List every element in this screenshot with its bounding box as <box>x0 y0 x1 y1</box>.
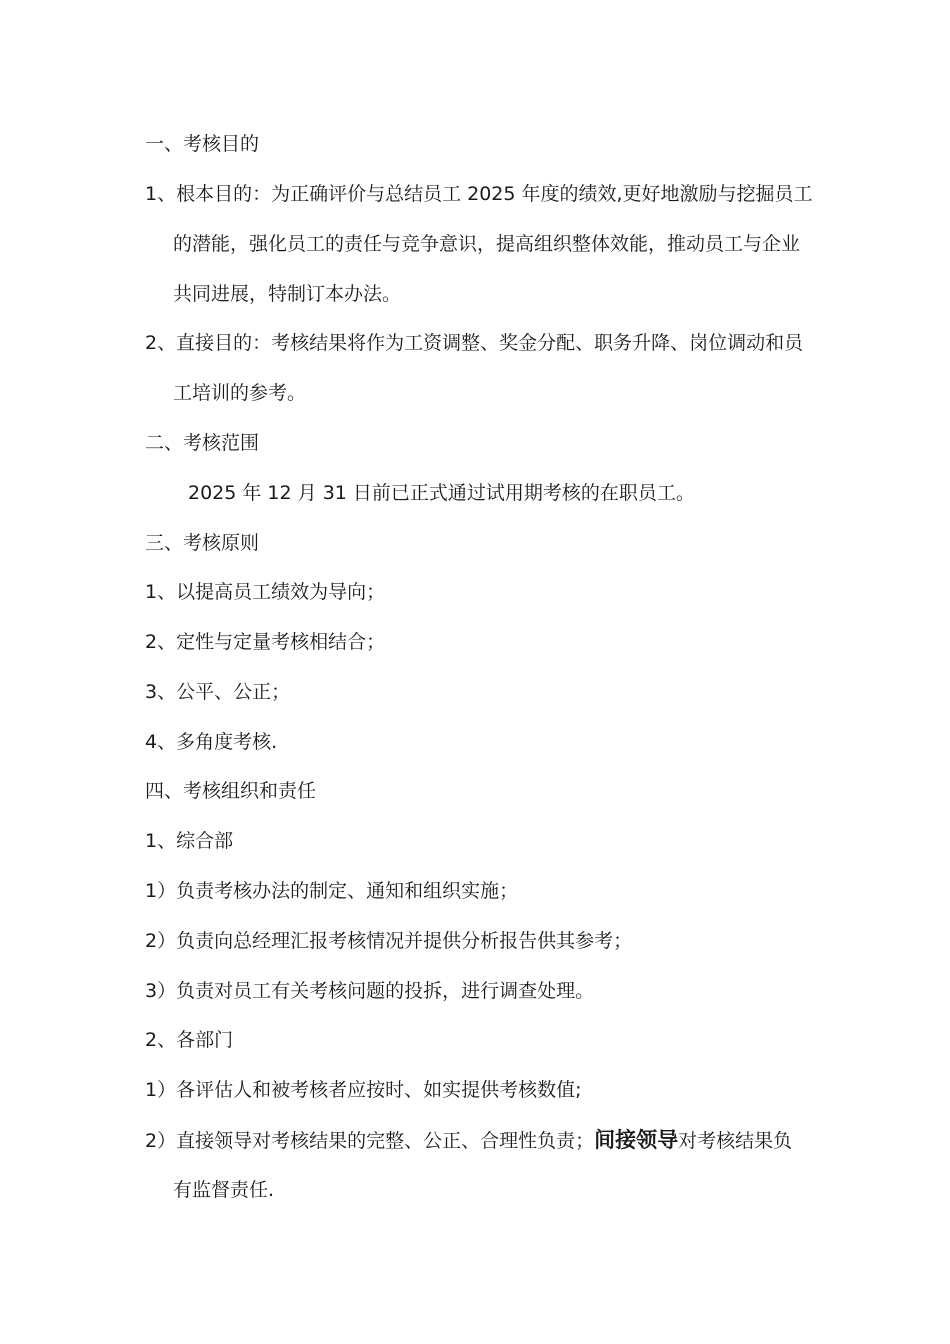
principle-item: 2、定性与定量考核相结合； <box>145 631 386 653</box>
section-heading-2: 二、考核范围 <box>145 432 260 454</box>
principle-item: 1、以提高员工绩效为导向； <box>145 581 386 603</box>
principle-item: 3、公平、公正； <box>145 681 291 703</box>
subsection-heading: 1、综合部 <box>145 830 234 852</box>
paragraph-line: 共同进展，特制订本办法。 <box>173 283 402 305</box>
section-heading-4: 四、考核组织和责任 <box>145 780 317 802</box>
paragraph-line: 工培训的参考。 <box>173 382 307 404</box>
emphasis-text: 间接领导 <box>594 1128 679 1152</box>
paragraph-line: 2、直接目的：考核结果将作为工资调整、奖金分配、职务升降、岗位调动和员 <box>145 332 804 354</box>
list-item-text: 对考核结果负 <box>678 1130 793 1152</box>
scope-text: 2025 年 12 月 31 日前已正式通过试用期考核的在职员工。 <box>188 482 695 504</box>
section-heading-3: 三、考核原则 <box>145 532 260 554</box>
subsection-heading: 2、各部门 <box>145 1029 234 1051</box>
list-item: 1）各评估人和被考核者应按时、如实提供考核数值; <box>145 1079 582 1101</box>
list-item: 3）负责对员工有关考核问题的投拆，进行调查处理。 <box>145 980 595 1002</box>
list-item-continuation: 有监督责任. <box>173 1179 275 1201</box>
paragraph-line: 1、根本目的：为正确评价与总结员工 2025 年度的绩效,更好地激励与挖掘员工 <box>145 183 813 205</box>
section-heading-1: 一、考核目的 <box>145 133 260 155</box>
list-item: 1）负责考核办法的制定、通知和组织实施； <box>145 880 519 902</box>
paragraph-line: 的潜能，强化员工的责任与竞争意识，提高组织整体效能，推动员工与企业 <box>173 233 801 255</box>
list-item <box>145 1127 810 1154</box>
principle-item: 4、多角度考核. <box>145 731 278 753</box>
list-item: 2）负责向总经理汇报考核情况并提供分析报告供其参考； <box>145 930 633 952</box>
list-item-text: 2）直接领导对考核结果的完整、公正、合理性负责； <box>145 1130 595 1152</box>
